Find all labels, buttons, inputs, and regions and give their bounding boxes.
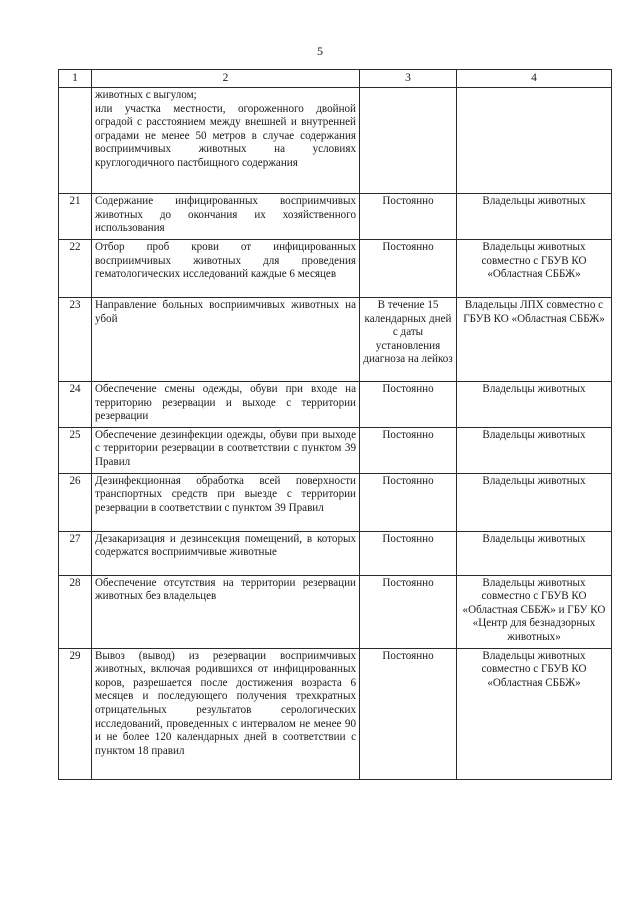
row-term: Постоянно: [360, 473, 457, 531]
row-number: 28: [59, 575, 92, 648]
row-action: Обеспечение смены одежды, обуви при входе на территорию резервации и выходе с территории резервации: [92, 382, 360, 428]
row-action: Дезакаризация и дезинсекция помещений, в которых содержатся восприимчивые животные: [92, 531, 360, 575]
row-action: Направление больных восприимчивых животных на убой: [92, 298, 360, 382]
header-cell-responsible: 4: [457, 70, 612, 88]
row-term: Постоянно: [360, 531, 457, 575]
page-number: 5: [317, 44, 323, 58]
table-row: [59, 473, 612, 531]
row-action: Отбор проб крови от инфицированных восприимчивых животных для проведения гематологических исследований каждые 6 месяцев: [92, 240, 360, 298]
row-term: Постоянно: [360, 194, 457, 240]
row-number: 25: [59, 427, 92, 473]
row-number: 21: [59, 194, 92, 240]
table-row: [59, 240, 612, 298]
row-responsible: Владельцы животных совместно с ГБУВ КО «Областная СББЖ»: [457, 240, 612, 298]
header-cell-term: 3: [360, 70, 457, 88]
row-term: Постоянно: [360, 382, 457, 428]
row-responsible: Владельцы животных: [457, 382, 612, 428]
table-row: [59, 194, 612, 240]
row-responsible: Владельцы животных: [457, 531, 612, 575]
table-row: [59, 382, 612, 428]
measures-table: [58, 69, 612, 780]
table-row: [59, 88, 612, 194]
row-number: 26: [59, 473, 92, 531]
row-term: Постоянно: [360, 427, 457, 473]
row-responsible: Владельцы животных совместно с ГБУВ КО «Областная СББЖ»: [457, 648, 612, 779]
table-row: [59, 575, 612, 648]
row-action: Обеспечение отсутствия на территории резервации животных без владельцев: [92, 575, 360, 648]
row-action: Содержание инфицированных восприимчивых животных до окончания их хозяйственного использования: [92, 194, 360, 240]
table-header-row: [59, 70, 612, 88]
row-term: Постоянно: [360, 240, 457, 298]
row-term: Постоянно: [360, 648, 457, 779]
row-number: [59, 88, 92, 194]
header-cell-number: 1: [59, 70, 92, 88]
row-number: 23: [59, 298, 92, 382]
row-responsible: [457, 88, 612, 194]
row-term: [360, 88, 457, 194]
table-row: [59, 427, 612, 473]
row-number: 22: [59, 240, 92, 298]
row-number: 27: [59, 531, 92, 575]
row-action: животных с выгулом; или участка местности, огороженного двойной оградой с расстоянием между внешней и внутренней оградами не менее 50 метров в случае содержания восприимчивых животных на условиях круглогодичного пастбищного содержания: [92, 88, 360, 194]
table-row: [59, 648, 612, 779]
table-row: [59, 531, 612, 575]
row-responsible: Владельцы животных: [457, 194, 612, 240]
row-action: Вывоз (вывод) из резервации восприимчивых животных, включая родившихся от инфицированных коров, разрешается после достижения возраста 6 месяцев и последующего получения трехкратных отрицательных результатов серологических исследований, проведенных с интервалом не менее 90 и не более 120 календарных дней в соответствии с пунктом 18 правил: [92, 648, 360, 779]
row-action: Дезинфекционная обработка всей поверхности транспортных средств при выезде с территории резервации в соответствии с пунктом 39 Правил: [92, 473, 360, 531]
row-term: Постоянно: [360, 575, 457, 648]
row-responsible: Владельцы животных: [457, 427, 612, 473]
row-number: 29: [59, 648, 92, 779]
row-term: В течение 15 календарных дней с даты установления диагноза на лейкоз: [360, 298, 457, 382]
row-action: Обеспечение дезинфекции одежды, обуви при выходе с территории резервации в соответствии с пунктом 39 Правил: [92, 427, 360, 473]
row-responsible: Владельцы животных совместно с ГБУВ КО «Областная СББЖ» и ГБУ КО «Центр для безнадзорных животных»: [457, 575, 612, 648]
table-row: [59, 298, 612, 382]
row-responsible: Владельцы животных: [457, 473, 612, 531]
header-cell-action: 2: [92, 70, 360, 88]
row-responsible: Владельцы ЛПХ совместно с ГБУВ КО «Областная СББЖ»: [457, 298, 612, 382]
row-number: 24: [59, 382, 92, 428]
